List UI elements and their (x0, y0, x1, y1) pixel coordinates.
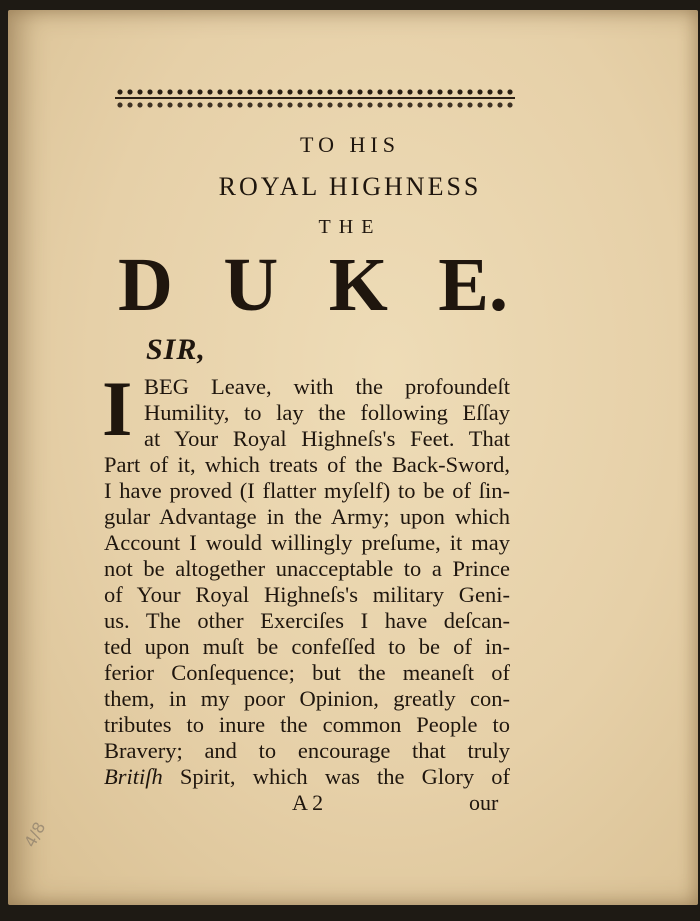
text-line: Account I would willingly preſume, it may (104, 530, 510, 555)
text-line: tributes to inure the common People to (104, 712, 510, 737)
text-line-rest: Spirit, which was the Glory of (162, 764, 510, 789)
duke-letter-d: D (118, 243, 173, 327)
ornament-band-top (115, 87, 515, 97)
heading-to-his: TO HIS (300, 132, 400, 157)
pencil-marginalia: 4/8 (20, 818, 50, 851)
ornament-rule (115, 97, 515, 99)
heading-duke (118, 240, 508, 330)
duke-letter-k: K (328, 243, 388, 327)
text-line: Bravery; and to encourage that truly (104, 738, 510, 763)
text-line: ted upon muſt be confeſſed to be of in- (104, 634, 510, 659)
text-line: Part of it, which treats of the Back-Sword, (104, 452, 510, 477)
text-line: of Your Royal Highneſs's military Geni- (104, 582, 510, 607)
text-line: us. The other Exerciſes I have deſcan- (104, 608, 510, 633)
ornament-band-bottom (115, 100, 515, 109)
salutation: SIR, (146, 333, 206, 366)
text-line: I have proved (I flatter myſelf) to be of ſin- (104, 478, 510, 503)
text-line: not be altogether unacceptable to a Prince (104, 556, 510, 581)
heading-royal-highness: ROYAL HIGHNESS (218, 172, 482, 201)
catchword: our (469, 790, 499, 815)
text-line: ferior Conſequence; but the meaneſt of (104, 660, 510, 685)
heading-the: THE (318, 216, 382, 238)
signature-mark: A 2 (292, 790, 324, 815)
text-line-last (104, 764, 510, 790)
text-line: BEG Leave, with the profoundeſt (144, 374, 510, 399)
drop-capital: I (102, 365, 133, 452)
duke-letter-e: E. (438, 243, 508, 327)
text-line: Humility, to lay the following Eſſay (144, 400, 510, 425)
text-line: gular Advantage in the Army; upon which (104, 504, 510, 529)
text-line: at Your Royal Highneſs's Feet. That (144, 426, 510, 451)
duke-letter-u: U (223, 243, 279, 327)
text-line: them, in my poor Opinion, greatly con- (104, 686, 510, 711)
italic-word: Britiſh (104, 764, 163, 789)
